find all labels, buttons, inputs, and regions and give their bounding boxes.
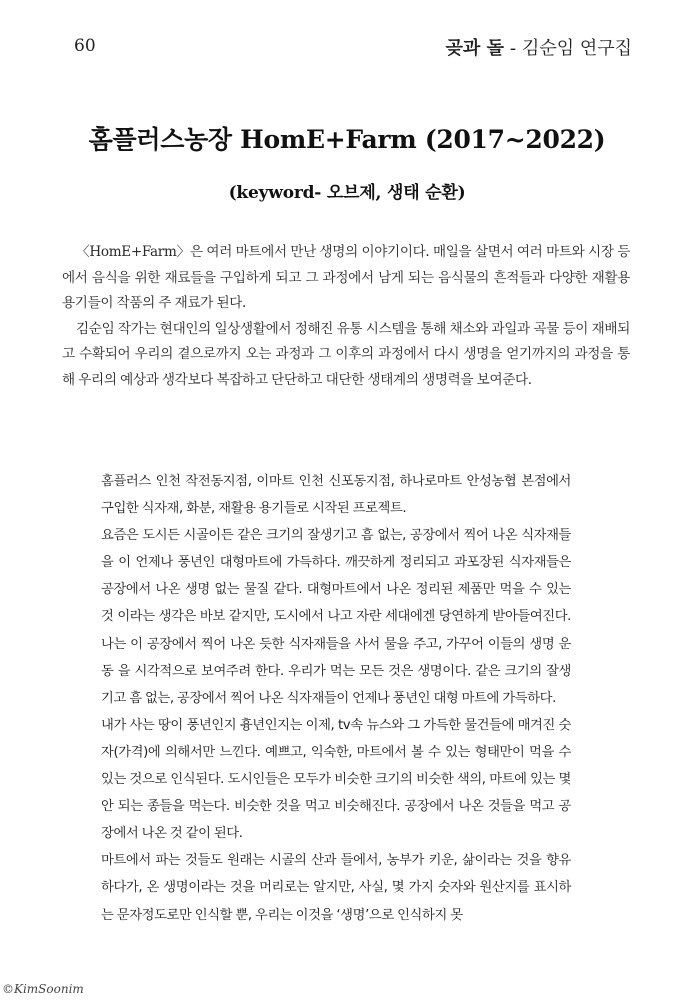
intro-paragraph: 〈HomE+Farm〉은 여러 마트에서 만난 생명의 이야기이다. 매일을 살면서 여러 마트와 시장 등에서 음식을 위한 재료들을 구입하게 되고 그 과정에서 남게 되는 음식물의 흔적들과 다양한 재활용 용기들이 작품의 주 재료가 된다. xyxy=(62,244,630,311)
keyword-subtitle: (keyword- 오브제, 생태 순환) xyxy=(228,183,466,203)
artist-statement xyxy=(101,468,571,929)
statement-paragraph: 마트에서 파는 것들도 원래는 시골의 산과 들에서, 농부가 키운, 삶이라는 것을 향유 하다가, 온 생명이라는 것을 머리로는 알지만, 사실, 몇 가지 숫자와 원산지를 표시하는 문자정도로만 인식할 뿐, 우리는 이것을 ‘생명’으로 인식하지 못 xyxy=(101,853,571,923)
collection-title: 김순임 연구집 xyxy=(521,38,632,59)
statement-paragraph: 내가 사는 땅이 풍년인지 흉년인지는 이제, tv속 뉴스와 그 가득한 물건들에 매겨진 숫자(가격)에 의해서만 느낀다. 예쁘고, 익숙한, 마트에서 볼 수 있는 형태만이 먹을 수 있는 것으로 인식된다. 도시인들은 모두가 비슷한 크기의 비슷한 색의, 마트에 있는 몇 안 되는 종들을 먹는다. 비슷한 것을 먹고 비슷해진다. 공장에서 나온 것들을 먹고 공장에서 나온 것 같이 된다. xyxy=(101,717,571,842)
running-head-separator: - xyxy=(503,38,522,59)
page-title: 홈플러스농장 HomE+Farm (2017~2022) xyxy=(88,125,606,154)
title-block xyxy=(0,120,694,203)
page-number: 60 xyxy=(74,36,96,56)
book-title: 곶과 돌 xyxy=(445,38,504,59)
statement-paragraph: 홈플러스 인천 작전동지점, 이마트 인천 신포동지점, 하나로마트 안성농협 본점에서 구입한 식자재, 화분, 재활용 용기들로 시작된 프로젝트. xyxy=(101,474,571,517)
intro-paragraph: 김순임 작가는 현대인의 일상생활에서 정해진 유통 시스템을 통해 채소와 과일과 곡물 등이 재배되고 수확되어 우리의 곁으로까지 오는 과정과 그 이후의 과정에서 다시 생명을 얻기까지의 과정을 통해 우리의 예상과 생각보다 복잡하고 단단하고 대단한 생태계의 생명력을 보여준다. xyxy=(62,320,630,388)
running-head xyxy=(446,34,632,60)
intro-section xyxy=(62,240,630,393)
page-header xyxy=(0,36,694,66)
copyright-watermark: ©KimSoonim xyxy=(2,982,84,996)
statement-paragraph: 요즘은 도시든 시골이든 같은 크기의 잘생기고 흠 없는, 공장에서 찍어 나온 식자재들을 이 언제나 풍년인 대형마트에 가득하다. 깨끗하게 정리되고 과포장된 식자재들은 공장에서 나온 생명 없는 물질 같다. 대형마트에서 나온 정리된 제품만 먹을 수 있는 것 이라는 생각은 바보 같지만, 도시에서 나고 자란 세대에겐 당연하게 받아들여진다. 나는 이 공장에서 찍어 나온 듯한 식자재들을 사서 물을 주고, 가꾸어 이들의 생명 운동 을 시각적으로 보여주려 한다. 우리가 먹는 모든 것은 생명이다. 같은 크기의 잘생기고 흠 없는, 공장에서 찍어 나온 식자재들이 언제나 풍년인 대형 마트에 가득하다. xyxy=(101,528,571,706)
